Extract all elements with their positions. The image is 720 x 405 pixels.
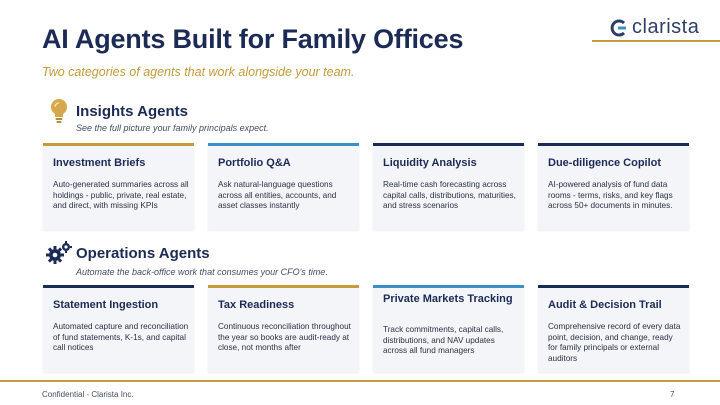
card-body: AI-powered analysis of fund data rooms - terms, risks, and key flags across 50+ documents in minutes. [548,180,673,211]
insights-cards [43,143,689,230]
card-accent-bar [373,143,524,146]
card-body: Continuous reconciliation throughout the year so books are audit-ready at close, not months after [218,322,351,353]
page-subtitle: Two categories of agents that work alongside your team. [42,65,355,79]
footer-confidential: Confidential - Clarista Inc. [42,390,134,399]
clarista-logo [610,16,699,39]
card-title: Audit & Decision Trail [548,299,662,311]
page-number: 7 [670,390,675,399]
card-liquidity-analysis [373,143,524,230]
clarista-logo-icon [610,19,628,37]
card-accent-bar [43,285,194,288]
lightbulb-icon [46,98,72,124]
card-statement-ingestion [43,285,194,372]
insights-subtitle: See the full picture your family principals expect. [76,123,269,133]
operations-cards [43,285,689,372]
card-due-diligence-copilot [538,143,689,230]
card-title: Tax Readiness [218,299,295,311]
card-accent-bar [373,285,524,288]
card-accent-bar [43,143,194,146]
header-rule [592,40,720,42]
page-title: AI Agents Built for Family Offices [42,24,464,54]
card-audit-decision-trail [538,285,689,372]
card-body: Automated capture and reconciliation of fund statements, K-1s, and capital call notices [53,322,189,353]
card-body: Track commitments, capital calls, distributions, and NAV updates across all fund managers [383,325,504,356]
operations-header [46,240,210,266]
insights-header [46,98,188,124]
logo-text: clarista [632,16,700,38]
card-accent-bar [538,143,689,146]
gears-icon [46,240,72,266]
operations-title: Operations Agents [76,244,210,262]
card-body: Comprehensive record of every data point, decision, and change, ready for family principals or external auditors [548,322,681,363]
card-title: Statement Ingestion [53,299,159,311]
card-body: Real-time cash forecasting across capital calls, distributions, maturities, and stress scenarios [383,180,516,211]
card-accent-bar [208,285,359,288]
card-title: Investment Briefs [53,157,146,169]
insights-title: Insights Agents [76,102,188,120]
card-accent-bar [538,285,689,288]
footer-rule [0,380,720,382]
card-title: Liquidity Analysis [383,157,477,169]
card-tax-readiness [208,285,359,372]
card-body: Auto-generated summaries across all holdings - public, private, real estate, and direct, with missing KPIs [53,180,189,211]
card-investment-briefs [43,143,194,230]
card-body: Ask natural-language questions across all entities, accounts, and asset classes instantly [218,180,337,211]
card-title: Due-diligence Copilot [548,157,662,169]
operations-subtitle: Automate the back-office work that consumes your CFO's time. [76,267,328,277]
card-accent-bar [208,143,359,146]
card-title: Portfolio Q&A [218,157,291,169]
card-portfolio-qa [208,143,359,230]
card-private-markets-tracking [373,285,524,372]
card-title: Private Markets Tracking [383,293,513,305]
